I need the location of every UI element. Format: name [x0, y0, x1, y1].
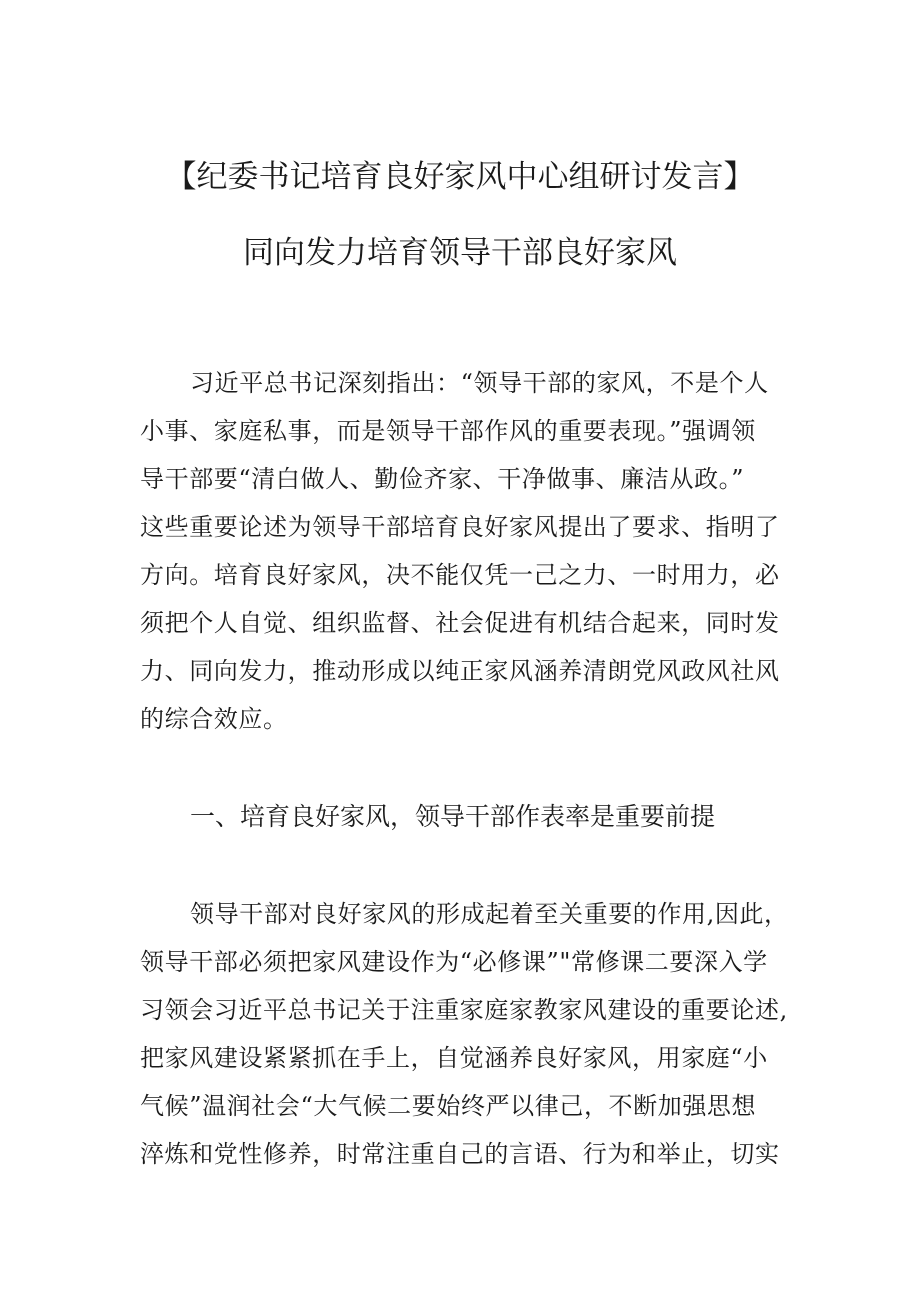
- document-title-line-1: 【纪委书记培育良好家风中心组研讨发言】: [165, 159, 755, 195]
- paragraph-section-1: [140, 890, 792, 1178]
- paragraph-line: 习领会习近平总书记关于注重家庭家教家风建设的重要论述,: [140, 996, 788, 1024]
- paragraph-line: 习近平总书记深刻指出：“领导干部的家风，不是个人: [190, 369, 769, 397]
- paragraph-line: 方向。培育良好家风，决不能仅凭一己之力、一时用力，必: [140, 561, 780, 589]
- paragraph-line: 这些重要论述为领导干部培育良好家风提出了要求、指明了: [140, 513, 780, 541]
- paragraph-line: 小事、家庭私事，而是领导干部作风的重要表现。”强调领: [140, 417, 756, 445]
- paragraph-line: 领导干部对良好家风的形成起着至关重要的作用,因此，: [190, 900, 789, 928]
- paragraph-intro: [140, 359, 792, 743]
- document-title-line-2: 同向发力培育领导干部良好家风: [243, 235, 677, 271]
- paragraph-line: 导干部要“清白做人、勤俭齐家、干净做事、廉洁从政。”: [140, 465, 745, 493]
- paragraph-line: 的综合效应。: [140, 705, 288, 733]
- paragraph-line: 力、同向发力，推动形成以纯正家风涵养清朗党风政风社风: [140, 657, 780, 685]
- paragraph-line: 领导干部必须把家风建设作为“必修课”"常修课二要深入学: [140, 948, 768, 976]
- section-heading-1: 一、培育良好家风，领导干部作表率是重要前提: [190, 802, 716, 831]
- paragraph-line: 气候”温润社会“大气候二要始终严以律己，不断加强思想: [140, 1092, 757, 1120]
- paragraph-line: 淬炼和党性修养，时常注重自己的言语、行为和举止，切实: [140, 1140, 780, 1168]
- paragraph-line: 把家风建设紧紧抓在手上，自觉涵养良好家风，用家庭“小: [140, 1044, 768, 1072]
- paragraph-line: 须把个人自觉、组织监督、社会促进有机结合起来，同时发: [140, 609, 780, 637]
